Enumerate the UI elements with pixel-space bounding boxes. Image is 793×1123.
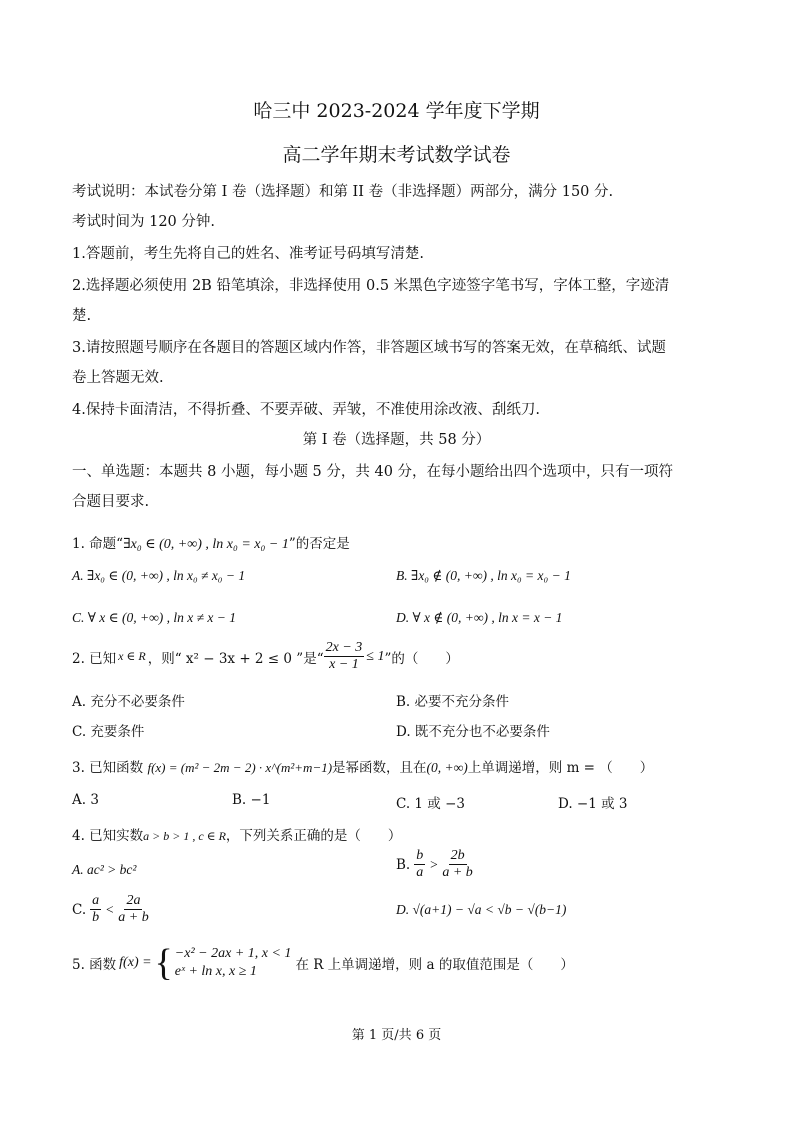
q5-piecewise [155,944,292,982]
q4-b-label: B. [396,856,411,873]
q4-c-f2-num: 2a [126,893,141,908]
q3-stem-math: f(x) = (m² − 2m − 2) · x^(m²+m−1) [147,760,333,775]
q4-option-a: A. ac² > bc² [72,862,137,877]
exam-title: 高二学年期末考试数学试卷 [282,144,511,166]
section-intro-a: 一、单选题：本题共 8 小题，每小题 5 分，共 40 分，在每小题给出四个选项中，只有一项符 [72,464,674,480]
q3-stem-mid: 是幂函数，且在 [332,760,427,776]
q4-b-f1-den: a [416,865,424,880]
instruction-item-1: 1.答题前，考生先将自己的姓名、准考证号码填写清楚. [72,246,424,262]
q3-option-b: B. −1 [232,792,271,808]
instruction-item-4: 4.保持卡面清洁，不得折叠、不要弄破、弄皱，不准使用涂改液、刮纸刀. [72,402,540,418]
q2-stem-pre: 2. 已知 [72,650,117,667]
q4-c-f1-den: b [92,910,100,925]
q4-option-d: D. √(a+1) − √a < √b − √(b−1) [396,902,567,917]
instruction-item-3a: 3.请按照题号顺序在各题目的答题区域内作答，非答题区域书写的答案无效，在草稿纸、试题 [72,340,666,356]
instruction-item-2a: 2.选择题必须使用 2B 铅笔填涂，非选择使用 0.5 米黑色字迹签字笔书写，字体工整，字迹清 [72,278,670,294]
q4-stem-pre: 4. 已知实数 [72,828,144,844]
q4-b-op: > [429,856,439,872]
q1-stem-math: ∃x₀ ∈ (0, +∞) , ln x₀ = x₀ − 1 [123,537,289,552]
q5-stem-pre: 5. 函数 [72,957,117,973]
q4-c-frac-1 [90,893,101,926]
q2-option-c: C. 充要条件 [72,724,145,740]
q4-c-f1-num: a [92,893,100,908]
q1-option-c: C. ∀ x ∈ (0, +∞) , ln x ≠ x − 1 [72,610,236,625]
q4-stem-post: ，下列关系正确的是（ ） [225,828,402,844]
q4-option-b [396,848,473,881]
q2-frac-tail: ≤ 1 [366,648,385,664]
q2-fraction [324,640,365,673]
q4-b-f2-den: a + b [442,865,473,880]
q4-b-f1-num: b [416,848,424,863]
q1-stem-post: ”的否定是 [288,536,350,552]
q1-stem-pre: 1. 命题“ [72,536,124,552]
q4-c-op: < [105,901,115,917]
question-1-stem [72,532,350,553]
q3-option-d: D. −1 或 3 [558,796,628,812]
q5-case-1: −x² − 2ax + 1, x < 1 [174,946,292,961]
instruction-item-2b: 楚. [72,308,92,324]
q5-stem-post: 在 R 上单调递增，则 a 的取值范围是（ ） [295,957,574,973]
question-4-stem [72,824,401,844]
q4-c-f2-den: a + b [118,910,149,925]
q1-option-b: B. ∃x₀ ∉ (0, +∞) , ln x₀ = x₀ − 1 [396,568,571,583]
q3-stem-interval: (0, +∞) [426,760,468,775]
q4-b-frac-2 [442,848,472,881]
page-footer: 第 1 页/共 6 页 [351,1028,442,1043]
instruction-item-3b: 卷上答题无效. [72,370,164,386]
q2-frac-den: x − 1 [329,657,359,672]
q3-stem-post: 上单调递增，则 m = （ ） [467,760,654,776]
q5-stem-f: f(x) = [119,955,152,970]
q3-option-a: A. 3 [72,792,99,808]
q2-stem-post: ”的（ ） [384,650,459,667]
q4-option-c [72,893,149,926]
q2-option-b: B. 必要不充分条件 [396,694,510,710]
q5-case-2: eˣ + ln x, x ≥ 1 [174,964,257,979]
school-line: 哈三中 2023-2024 学年度下学期 [253,100,540,122]
q4-b-frac-1 [414,848,425,881]
q2-stem-mid: ，则“ x² − 3x + 2 ≤ 0 ”是“ [147,650,324,667]
q3-stem-pre: 3. 已知函数 [72,760,144,776]
question-5-stem [72,944,574,982]
instruction-line-1: 考试说明：本试卷分第 I 卷（选择题）和第 II 卷（非选择题）两部分，满分 150 分. [72,184,614,200]
section-intro-b: 合题目要求. [72,494,150,510]
question-2-stem [72,640,459,673]
q1-option-a: A. ∃x₀ ∈ (0, +∞) , ln x₀ ≠ x₀ − 1 [72,568,246,583]
q4-stem-math: a > b > 1 , c ∈ R [143,829,226,843]
q5-brace: { [154,942,173,984]
q2-frac-num: 2x − 3 [325,640,363,655]
q4-c-frac-2 [118,893,148,926]
q3-option-c: C. 1 或 −3 [396,796,466,812]
q2-option-a: A. 充分不必要条件 [72,694,185,710]
instruction-line-2: 考试时间为 120 分钟. [72,214,216,230]
q1-option-d: D. ∀ x ∉ (0, +∞) , ln x = x − 1 [396,610,563,625]
q4-b-f2-num: 2b [450,848,465,863]
question-3-stem [72,756,653,776]
section-title: 第 I 卷（选择题，共 58 分） [302,432,491,448]
q2-option-d: D. 既不充分也不必要条件 [396,724,550,740]
q4-c-label: C. [72,901,87,918]
q2-stem-x: x ∈ R [118,649,146,663]
